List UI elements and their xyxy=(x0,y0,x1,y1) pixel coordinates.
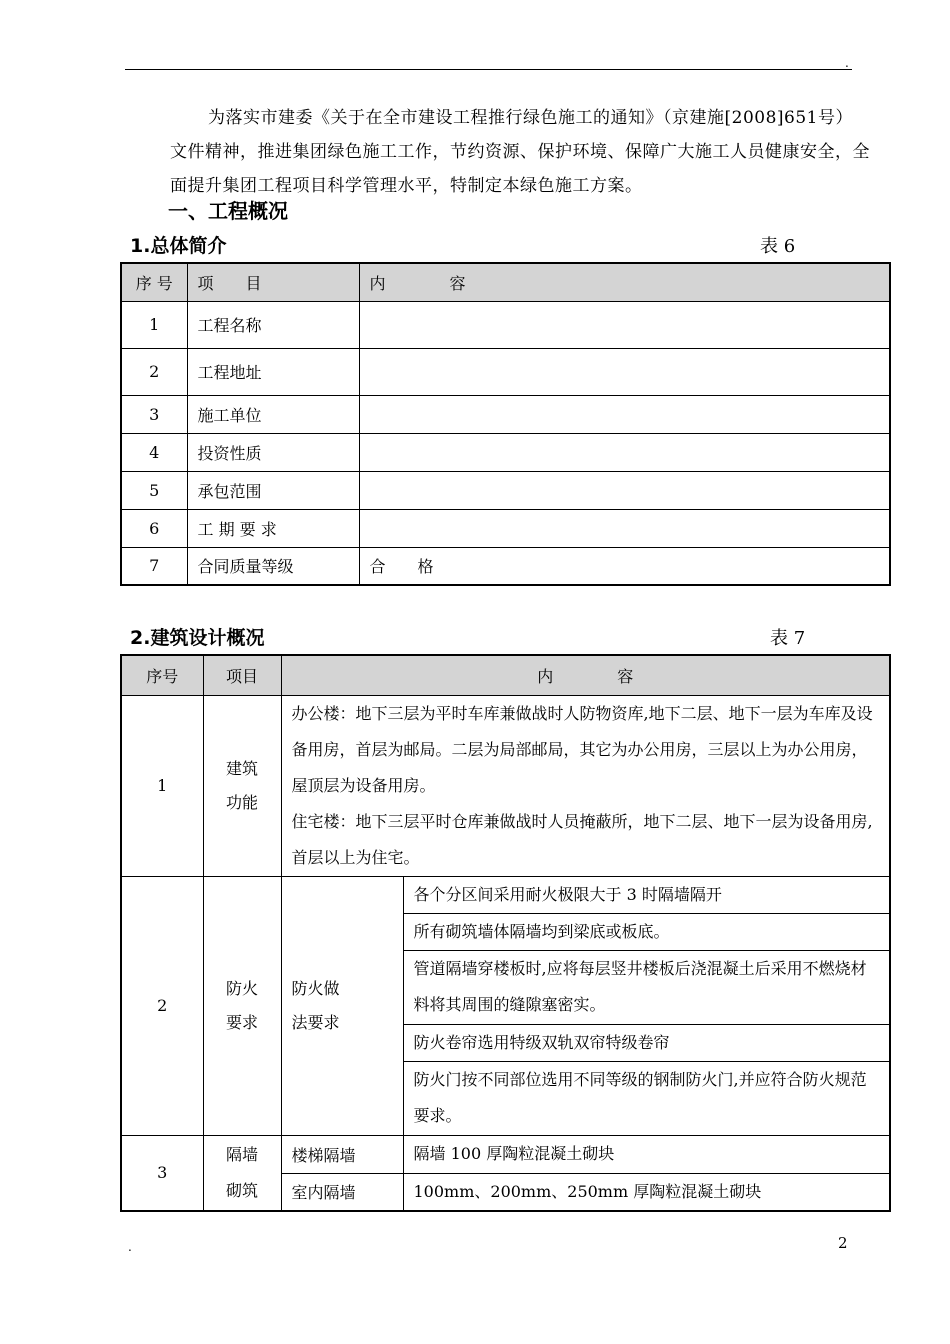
row-no: 3 xyxy=(121,395,187,433)
row-item: 合同质量等级 xyxy=(187,547,359,585)
row-item-line2: 砌筑 xyxy=(225,1180,258,1200)
row-item-line2: 要求 xyxy=(225,1012,258,1032)
row-item: 投资性质 xyxy=(187,433,359,471)
table6-header-no: 序 号 xyxy=(121,263,187,301)
row-content xyxy=(359,301,890,348)
table7-header-row xyxy=(121,655,890,695)
row-no: 2 xyxy=(121,348,187,395)
row-no: 5 xyxy=(121,471,187,509)
table-7 xyxy=(120,654,891,1212)
row-content xyxy=(359,471,890,509)
row-item xyxy=(203,695,281,876)
table7-label: 表 7 xyxy=(770,628,806,649)
fire-detail: 管道隔墙穿楼板时,应将每层竖井楼板后浇混凝土后采用不燃烧材料将其周围的缝隙塞密实。 xyxy=(403,950,890,1024)
table6-label: 表 6 xyxy=(760,236,796,257)
table-row xyxy=(121,433,890,471)
wall-detail: 隔墙 100 厚陶粒混凝土砌块 xyxy=(403,1135,890,1173)
header-rule xyxy=(125,69,852,70)
row-no: 1 xyxy=(121,301,187,348)
row-subitem xyxy=(281,876,403,1135)
row-no: 2 xyxy=(121,876,203,1135)
residential-text: 住宅楼：地下三层平时仓库兼做战时人员掩蔽所，地下二层、地下一层为设备用房,首层以上为住宅。 xyxy=(291,811,873,867)
intro-text: 为落实市建委《关于在全市建设工程推行绿色施工的通知》（京建施[2008]651号）文件精神，推进集团绿色施工工作，节约资源、保护环境、保障广大施工人员健康安全，全面提升集团工程项目科学管理水平，特制定本绿色施工方案。 xyxy=(170,108,870,196)
row-no: 6 xyxy=(121,509,187,547)
table7-header-content: 内 容 xyxy=(281,655,890,695)
row-no: 1 xyxy=(121,695,203,876)
footer-mark: . xyxy=(128,1240,132,1254)
table7-header-item: 项目 xyxy=(203,655,281,695)
header-mark: . xyxy=(845,56,849,70)
row-content xyxy=(359,433,890,471)
table-row xyxy=(121,471,890,509)
table-row xyxy=(121,876,890,913)
row-item-line1: 建筑 xyxy=(225,758,258,778)
page-number: 2 xyxy=(838,1234,848,1252)
row-item xyxy=(203,876,281,1135)
row-item: 工 期 要 求 xyxy=(187,509,359,547)
table6-header-row xyxy=(121,263,890,301)
row-subitem: 楼梯隔墙 xyxy=(281,1135,403,1173)
row-content xyxy=(359,348,890,395)
table-row xyxy=(121,509,890,547)
row-subitem-line1: 防火做 xyxy=(291,978,340,998)
row-subitem: 室内隔墙 xyxy=(281,1173,403,1211)
row-item: 承包范围 xyxy=(187,471,359,509)
row-no: 3 xyxy=(121,1135,203,1211)
fire-detail: 防火门按不同部位选用不同等级的钢制防火门,并应符合防火规范要求。 xyxy=(403,1061,890,1135)
fire-detail: 各个分区间采用耐火极限大于 3 时隔墙隔开 xyxy=(403,876,890,913)
table-row xyxy=(121,547,890,585)
table-row xyxy=(121,348,890,395)
table-6 xyxy=(120,262,891,586)
row-content xyxy=(281,695,890,876)
row-subitem-line2: 法要求 xyxy=(291,1012,340,1032)
table-row xyxy=(121,301,890,348)
intro-paragraph xyxy=(170,101,870,203)
office-text: 办公楼：地下三层为平时车库兼做战时人防物资库,地下二层、地下一层为车库及设备用房，首层为邮局。二层为局部邮局，其它为办公用房，三层以上为办公用房，屋顶层为设备用房。 xyxy=(291,703,873,795)
table-row xyxy=(121,1135,890,1173)
row-item xyxy=(203,1135,281,1211)
row-no: 4 xyxy=(121,433,187,471)
wall-detail: 100mm、200mm、250mm 厚陶粒混凝土砌块 xyxy=(403,1173,890,1211)
table6-header-item: 项 目 xyxy=(187,263,359,301)
table-row xyxy=(121,695,890,876)
table7-heading: 2.建筑设计概况 xyxy=(130,627,265,649)
row-item: 工程地址 xyxy=(187,348,359,395)
table6-heading: 1.总体简介 xyxy=(130,235,227,257)
table-row xyxy=(121,395,890,433)
table6-header-content: 内 容 xyxy=(359,263,890,301)
row-item-line1: 隔墙 xyxy=(225,1144,258,1164)
row-item-line1: 防火 xyxy=(225,978,258,998)
table7-header-no: 序号 xyxy=(121,655,203,695)
fire-detail: 防火卷帘选用特级双轨双帘特级卷帘 xyxy=(403,1024,890,1061)
row-no: 7 xyxy=(121,547,187,585)
row-item: 工程名称 xyxy=(187,301,359,348)
row-item-line2: 功能 xyxy=(225,792,258,812)
row-content xyxy=(359,395,890,433)
row-content xyxy=(359,509,890,547)
row-content: 合 格 xyxy=(359,547,890,585)
fire-detail: 所有砌筑墙体隔墙均到梁底或板底。 xyxy=(403,913,890,950)
section-title: 一、工程概况 xyxy=(168,199,288,223)
row-item: 施工单位 xyxy=(187,395,359,433)
